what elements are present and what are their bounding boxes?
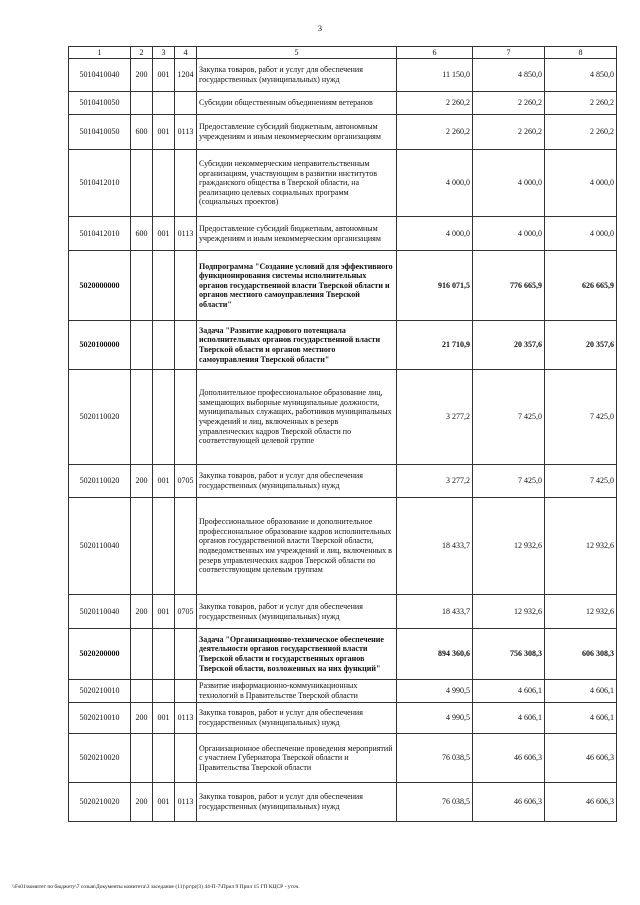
- amount-cell: 7 425,0: [473, 465, 545, 498]
- target-code-cell: 5020210010: [69, 703, 131, 734]
- section-code-cell: [175, 629, 197, 680]
- amount-cell: 776 665,9: [473, 251, 545, 321]
- amount-cell: 4 000,0: [473, 150, 545, 217]
- item-name-cell: Предоставление субсидий бюджетным, автономным учреждениям и иным некоммерческим организациям: [197, 217, 397, 251]
- section-code-cell: [175, 370, 197, 465]
- expense-type-cell: [131, 734, 153, 783]
- expense-type-cell: [131, 321, 153, 370]
- amount-cell: 7 425,0: [545, 370, 617, 465]
- table-row: [69, 217, 617, 251]
- section-code-cell: [175, 321, 197, 370]
- target-code-cell: 5020110020: [69, 465, 131, 498]
- amount-cell: 4 000,0: [473, 217, 545, 251]
- amount-cell: 76 038,5: [397, 783, 473, 822]
- table-row: [69, 321, 617, 370]
- section-code-cell: [175, 92, 197, 115]
- expense-type-cell: 200: [131, 783, 153, 822]
- target-code-cell: 5020200000: [69, 629, 131, 680]
- section-code-cell: [175, 251, 197, 321]
- amount-cell: 46 606,3: [473, 783, 545, 822]
- expense-type-cell: [131, 92, 153, 115]
- amount-cell: 12 932,6: [473, 595, 545, 629]
- amount-cell: 756 308,3: [473, 629, 545, 680]
- target-code-cell: 5020110040: [69, 595, 131, 629]
- amount-cell: 4 000,0: [545, 217, 617, 251]
- admin-code-cell: 001: [153, 783, 175, 822]
- item-name-cell: Развитие информационно-коммуникационных технологий в Правительстве Тверской области: [197, 680, 397, 703]
- table-row: [69, 680, 617, 703]
- expense-type-cell: 200: [131, 703, 153, 734]
- amount-cell: 4 606,1: [473, 680, 545, 703]
- column-header: 5: [197, 47, 397, 59]
- expense-type-cell: [131, 680, 153, 703]
- admin-code-cell: 001: [153, 115, 175, 150]
- amount-cell: 894 360,6: [397, 629, 473, 680]
- admin-code-cell: 001: [153, 595, 175, 629]
- column-header: 8: [545, 47, 617, 59]
- amount-cell: 46 606,3: [473, 734, 545, 783]
- table-row: [69, 251, 617, 321]
- item-name-cell: Закупка товаров, работ и услуг для обеспечения государственных (муниципальных) нужд: [197, 59, 397, 92]
- admin-code-cell: [153, 321, 175, 370]
- section-code-cell: [175, 680, 197, 703]
- admin-code-cell: [153, 251, 175, 321]
- table-row: [69, 59, 617, 92]
- target-code-cell: 5020110020: [69, 370, 131, 465]
- target-code-cell: 5020210020: [69, 734, 131, 783]
- item-name-cell: Организационное обеспечение проведения мероприятий с участием Губернатора Тверской области и Правительства Тверской области: [197, 734, 397, 783]
- column-header: 1: [69, 47, 131, 59]
- amount-cell: 21 710,9: [397, 321, 473, 370]
- expense-type-cell: 200: [131, 595, 153, 629]
- section-code-cell: [175, 734, 197, 783]
- column-header: 7: [473, 47, 545, 59]
- amount-cell: 626 665,9: [545, 251, 617, 321]
- section-code-cell: 0113: [175, 217, 197, 251]
- target-code-cell: 5020210010: [69, 680, 131, 703]
- page-number: 3: [318, 24, 322, 33]
- amount-cell: 11 150,0: [397, 59, 473, 92]
- expense-type-cell: 200: [131, 465, 153, 498]
- amount-cell: 2 260,2: [397, 92, 473, 115]
- table-row: [69, 783, 617, 822]
- expense-type-cell: [131, 370, 153, 465]
- table-row: [69, 595, 617, 629]
- table-row: [69, 370, 617, 465]
- section-code-cell: 0705: [175, 465, 197, 498]
- column-header: 3: [153, 47, 175, 59]
- target-code-cell: 5010410050: [69, 92, 131, 115]
- admin-code-cell: 001: [153, 703, 175, 734]
- section-code-cell: 0113: [175, 783, 197, 822]
- amount-cell: 12 932,6: [545, 595, 617, 629]
- admin-code-cell: [153, 498, 175, 595]
- table-row: [69, 498, 617, 595]
- column-header: 2: [131, 47, 153, 59]
- section-code-cell: [175, 150, 197, 217]
- table-row: [69, 734, 617, 783]
- target-code-cell: 5010412010: [69, 217, 131, 251]
- expense-type-cell: 600: [131, 115, 153, 150]
- item-name-cell: Профессиональное образование и дополнительное профессиональное образование кадров исполнительных органов государственной власти Тверской области, подведомственных им учреждений и лиц, включенных в резерв управленческих кадров Тверской области по соответствующим целевым группам: [197, 498, 397, 595]
- item-name-cell: Предоставление субсидий бюджетным, автономным учреждениям и иным некоммерческим организациям: [197, 115, 397, 150]
- amount-cell: 20 357,6: [473, 321, 545, 370]
- amount-cell: 2 260,2: [545, 115, 617, 150]
- expense-type-cell: [131, 150, 153, 217]
- column-header: 6: [397, 47, 473, 59]
- amount-cell: 76 038,5: [397, 734, 473, 783]
- amount-cell: 12 932,6: [545, 498, 617, 595]
- section-code-cell: 0113: [175, 115, 197, 150]
- amount-cell: 2 260,2: [397, 115, 473, 150]
- amount-cell: 46 606,3: [545, 783, 617, 822]
- item-name-cell: Подпрограмма "Создание условий для эффективного функционирования системы исполнительных органов государственной власти Тверской области и органов местного самоуправления Тверской области": [197, 251, 397, 321]
- table-row: [69, 465, 617, 498]
- expense-type-cell: 200: [131, 59, 153, 92]
- amount-cell: 2 260,2: [473, 115, 545, 150]
- amount-cell: 606 308,3: [545, 629, 617, 680]
- target-code-cell: 5020100000: [69, 321, 131, 370]
- amount-cell: 4 990,5: [397, 703, 473, 734]
- amount-cell: 18 433,7: [397, 595, 473, 629]
- target-code-cell: 5010410040: [69, 59, 131, 92]
- section-code-cell: 0113: [175, 703, 197, 734]
- amount-cell: 4 000,0: [397, 217, 473, 251]
- item-name-cell: Субсидии общественным объединениям ветеранов: [197, 92, 397, 115]
- amount-cell: 4 606,1: [545, 680, 617, 703]
- amount-cell: 46 606,3: [545, 734, 617, 783]
- target-code-cell: 5010410050: [69, 115, 131, 150]
- section-code-cell: 0705: [175, 595, 197, 629]
- amount-cell: 2 260,2: [545, 92, 617, 115]
- amount-cell: 20 357,6: [545, 321, 617, 370]
- table-row: [69, 629, 617, 680]
- target-code-cell: 5020110040: [69, 498, 131, 595]
- amount-cell: 4 606,1: [545, 703, 617, 734]
- admin-code-cell: [153, 150, 175, 217]
- table-row: [69, 115, 617, 150]
- expense-type-cell: [131, 251, 153, 321]
- column-header: 4: [175, 47, 197, 59]
- admin-code-cell: 001: [153, 59, 175, 92]
- item-name-cell: Задача "Организационно-техническое обеспечение деятельности органов государственной власти Тверской области и государственных органов Тверской области, возложенных на них функций": [197, 629, 397, 680]
- amount-cell: 2 260,2: [473, 92, 545, 115]
- item-name-cell: Закупка товаров, работ и услуг для обеспечения государственных (муниципальных) нужд: [197, 783, 397, 822]
- item-name-cell: Закупка товаров, работ и услуг для обеспечения государственных (муниципальных) нужд: [197, 465, 397, 498]
- amount-cell: 4 990,5: [397, 680, 473, 703]
- amount-cell: 4 850,0: [473, 59, 545, 92]
- section-code-cell: 1204: [175, 59, 197, 92]
- admin-code-cell: [153, 734, 175, 783]
- item-name-cell: Дополнительное профессиональное образование лиц, замещающих выборные муниципальные должности, муниципальных служащих, работников муниципальных учреждений и лиц, включенных в резерв управленческих кадров Тверской области по соответствующей целевой группе: [197, 370, 397, 465]
- file-path-footer: \\Fs01\комитет по бюджету\7 созыв\Документы комитета\3 заседание (11)\pr\pr(3) 44-П-7\Прил 9 Прил 15 ГП КЦСР - уточ.: [12, 884, 300, 890]
- amount-cell: 7 425,0: [545, 465, 617, 498]
- admin-code-cell: [153, 680, 175, 703]
- table-row: [69, 150, 617, 217]
- amount-cell: 3 277,2: [397, 465, 473, 498]
- admin-code-cell: 001: [153, 217, 175, 251]
- amount-cell: 916 071,5: [397, 251, 473, 321]
- amount-cell: 12 932,6: [473, 498, 545, 595]
- expense-type-cell: [131, 498, 153, 595]
- table-row: [69, 703, 617, 734]
- amount-cell: 4 000,0: [545, 150, 617, 217]
- amount-cell: 7 425,0: [473, 370, 545, 465]
- target-code-cell: 5020000000: [69, 251, 131, 321]
- amount-cell: 3 277,2: [397, 370, 473, 465]
- expense-type-cell: [131, 629, 153, 680]
- item-name-cell: Задача "Развитие кадрового потенциала исполнительных органов государственной власти Тверской области и органов местного самоуправления Тверской области": [197, 321, 397, 370]
- budget-table: [68, 46, 617, 822]
- admin-code-cell: [153, 92, 175, 115]
- table-row: [69, 92, 617, 115]
- item-name-cell: Закупка товаров, работ и услуг для обеспечения государственных (муниципальных) нужд: [197, 595, 397, 629]
- admin-code-cell: [153, 370, 175, 465]
- item-name-cell: Субсидии некоммерческим неправительственным организациям, участвующим в развитии институтов гражданского общества в Тверской области, на реализацию целевых социальных программ (социальных проектов): [197, 150, 397, 217]
- admin-code-cell: 001: [153, 465, 175, 498]
- target-code-cell: 5020210020: [69, 783, 131, 822]
- expense-type-cell: 600: [131, 217, 153, 251]
- amount-cell: 4 000,0: [397, 150, 473, 217]
- section-code-cell: [175, 498, 197, 595]
- amount-cell: 4 606,1: [473, 703, 545, 734]
- admin-code-cell: [153, 629, 175, 680]
- amount-cell: 18 433,7: [397, 498, 473, 595]
- target-code-cell: 5010412010: [69, 150, 131, 217]
- item-name-cell: Закупка товаров, работ и услуг для обеспечения государственных (муниципальных) нужд: [197, 703, 397, 734]
- amount-cell: 4 850,0: [545, 59, 617, 92]
- table-header-row: [69, 47, 617, 59]
